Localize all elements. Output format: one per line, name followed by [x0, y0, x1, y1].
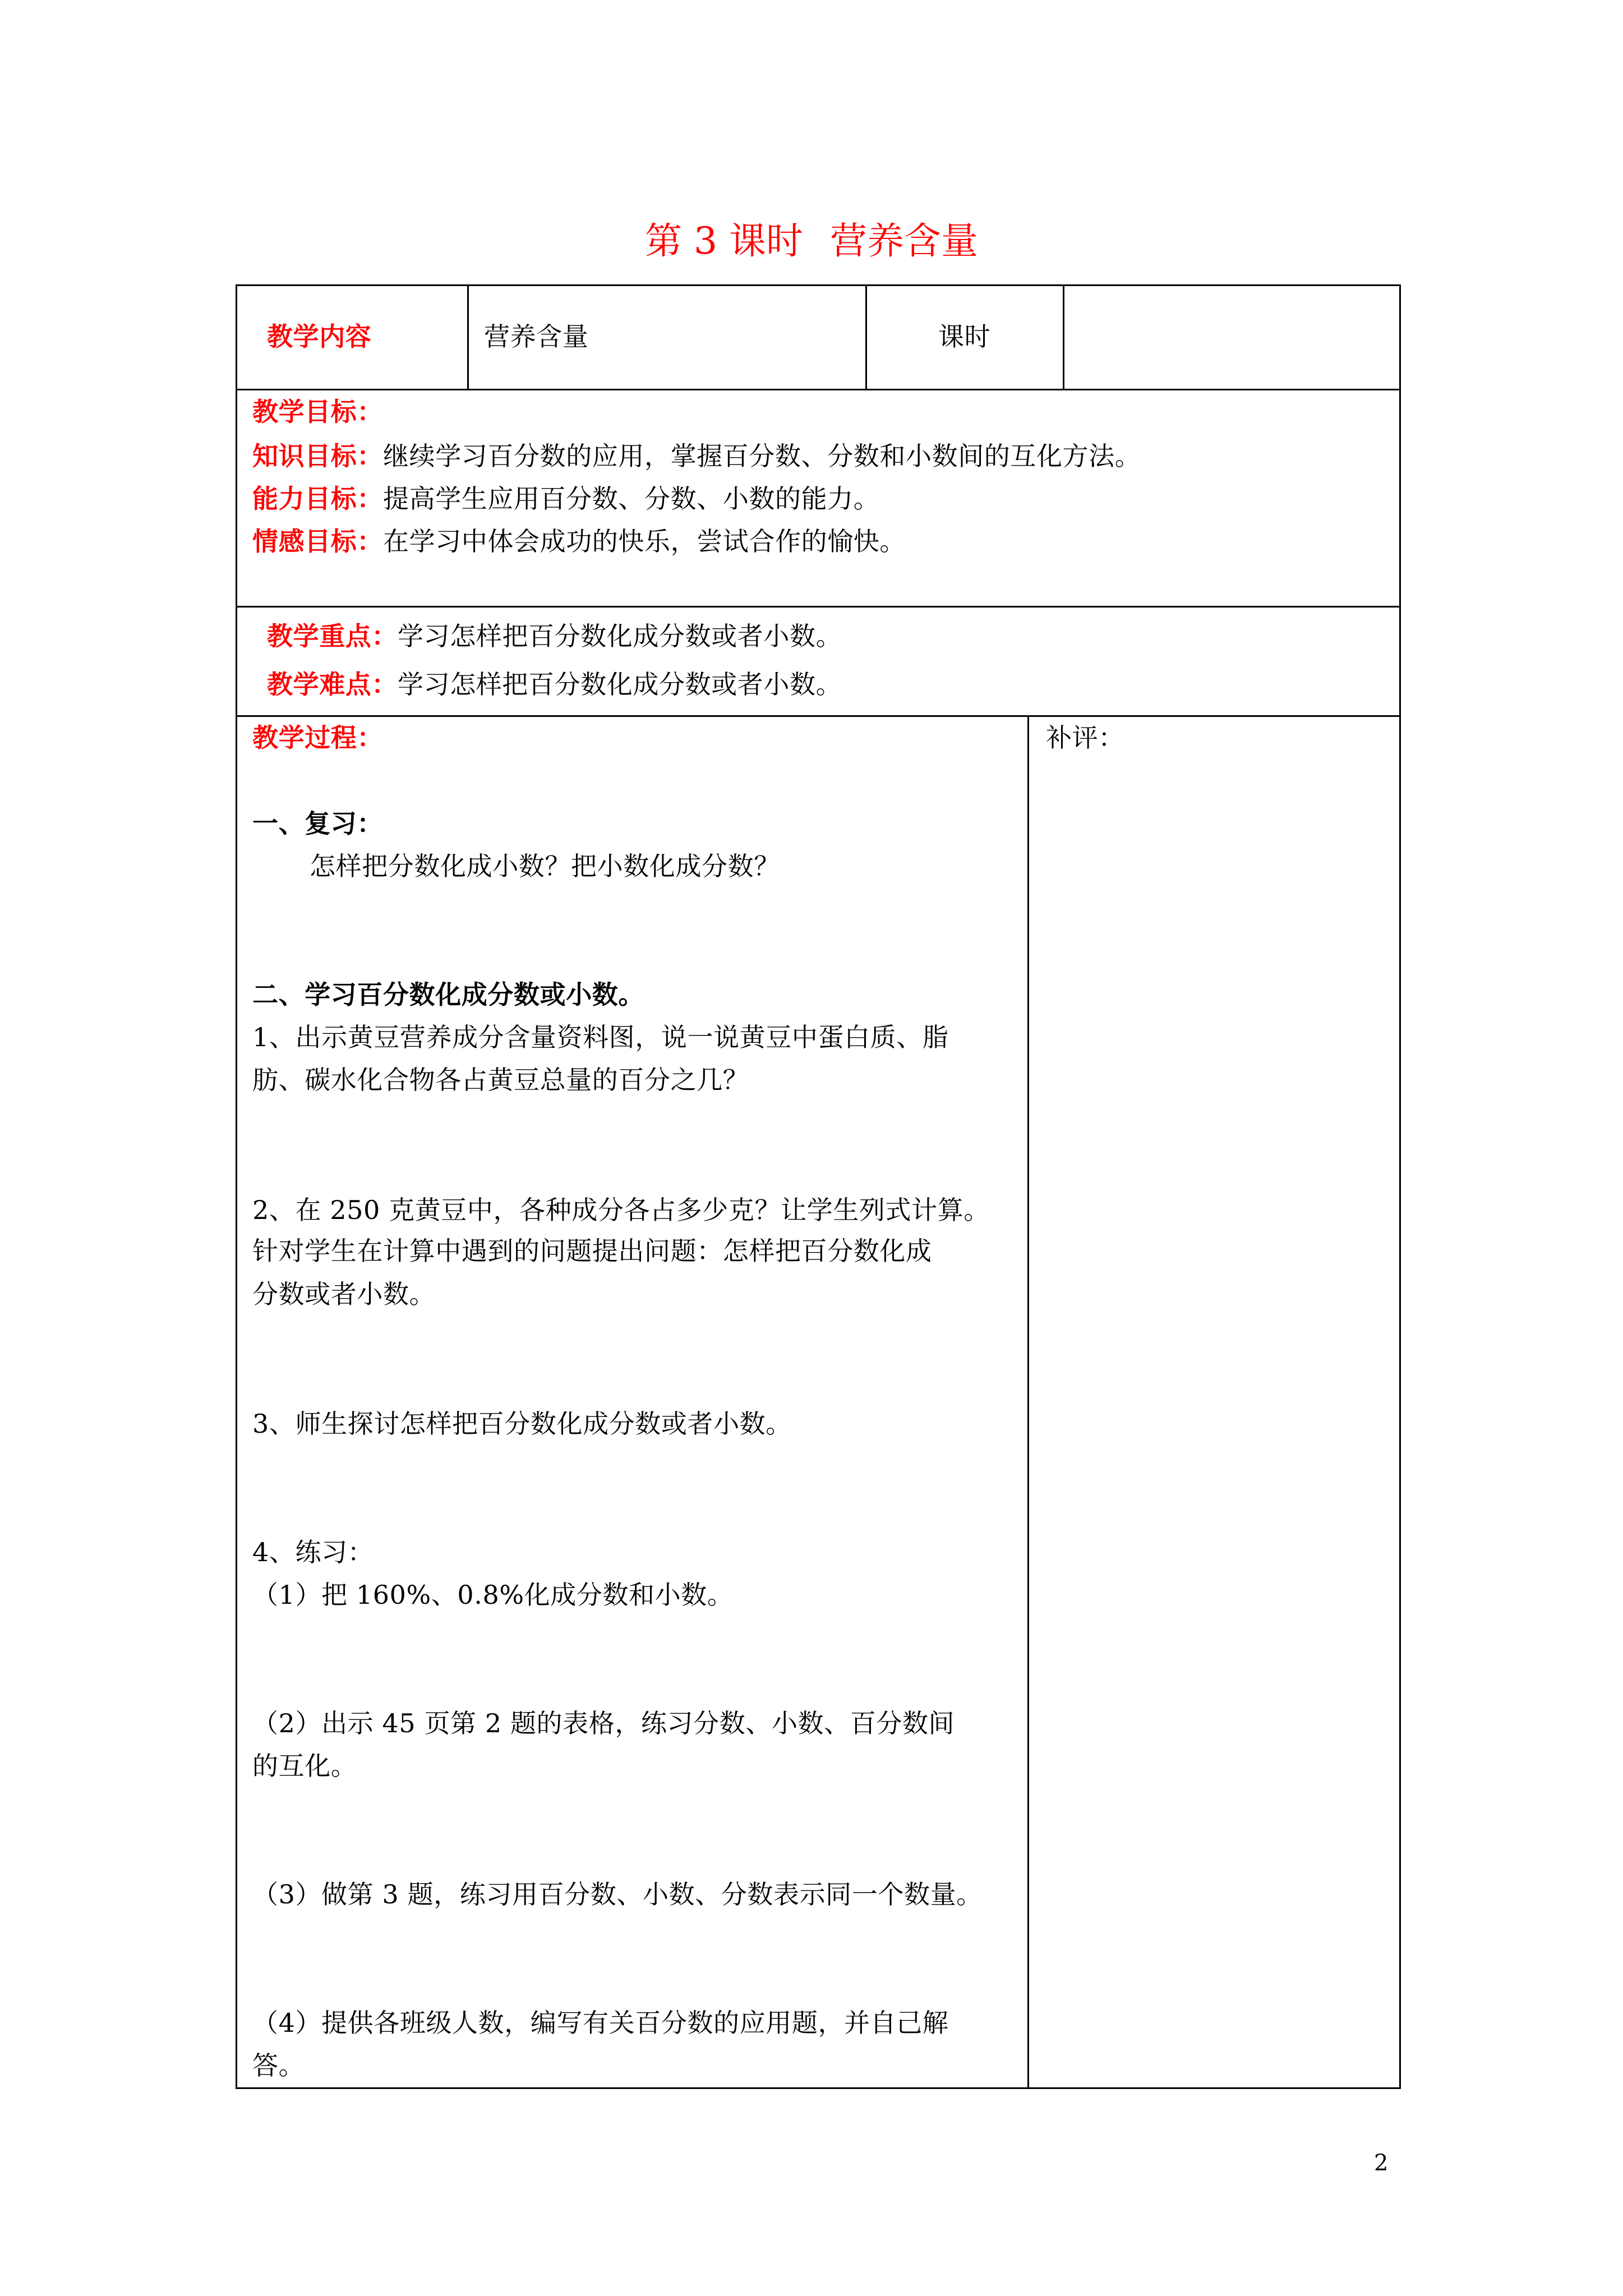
objective-ability [252, 482, 879, 516]
title-topic: 营养含量 [829, 219, 978, 263]
step2-line: 针对学生在计算中遇到的问题提出问题：怎样把百分数化成 [252, 1236, 932, 1266]
step1-line: 肪、碳水化合物各占黄豆总量的百分之几？ [252, 1065, 749, 1095]
exercise-4-line: （4）提供各班级人数，编写有关百分数的应用题，并自己解 [252, 2008, 949, 2038]
table-divider [1063, 284, 1064, 390]
section2-heading: 二、学习百分数化成分数或小数。 [252, 979, 644, 1010]
step2-line: 2、在 250 克黄豆中，各种成分各占多少克？让学生列式计算。 [252, 1195, 990, 1225]
table-divider [236, 715, 1401, 717]
content-value: 营养含量 [484, 321, 589, 352]
step2-line: 分数或者小数。 [252, 1279, 436, 1309]
table-border-top [236, 284, 1401, 286]
step3-text: 3、师生探讨怎样把百分数化成分数或者小数。 [252, 1409, 792, 1439]
objective-text: 继续学习百分数的应用，掌握百分数、分数和小数间的互化方法。 [383, 441, 1141, 471]
table-divider [236, 389, 1401, 390]
table-divider [1027, 715, 1029, 2089]
key-point-text: 学习怎样把百分数化成分数或者小数。 [398, 621, 842, 651]
table-divider [236, 606, 1401, 608]
table-border-left [236, 284, 237, 2089]
step4-heading: 4、练习： [252, 1537, 374, 1567]
difficult-point-label: 教学难点： [267, 669, 398, 700]
page-title [0, 220, 1623, 263]
period-label: 课时 [938, 321, 991, 352]
objective-emotion [252, 524, 906, 558]
table-divider [467, 284, 469, 390]
objective-knowledge [252, 439, 1141, 473]
title-lesson-number: 第 3 课时 [645, 219, 803, 263]
table-divider [865, 284, 867, 390]
review-text: 怎样把分数化成小数？把小数化成分数？ [310, 851, 780, 881]
exercise-2-line: 的互化。 [252, 1751, 357, 1781]
objective-label: 知识目标： [252, 441, 383, 471]
table-border-right [1399, 284, 1401, 2089]
key-point-label: 教学重点： [267, 621, 398, 651]
objective-label: 情感目标： [252, 526, 383, 556]
comment-label: 补评： [1046, 723, 1124, 753]
exercise-2-line: （2）出示 45 页第 2 题的表格，练习分数、小数、百分数间 [252, 1708, 955, 1738]
table-border-bottom [236, 2087, 1401, 2089]
difficult-point-text: 学习怎样把百分数化成分数或者小数。 [398, 669, 842, 700]
page-number: 2 [1374, 2150, 1389, 2176]
objective-text: 提高学生应用百分数、分数、小数的能力。 [383, 484, 880, 514]
key-point [267, 619, 842, 653]
exercise-1: （1）把 160%、0.8%化成分数和小数。 [252, 1580, 734, 1610]
content-label: 教学内容 [267, 321, 372, 352]
step1-line: 1、出示黄豆营养成分含量资料图，说一说黄豆中蛋白质、脂 [252, 1022, 949, 1052]
objective-text: 在学习中体会成功的快乐，尝试合作的愉快。 [383, 526, 906, 556]
objectives-heading: 教学目标： [252, 397, 383, 427]
exercise-4-line: 答。 [252, 2050, 305, 2081]
review-heading: 一、复习： [252, 808, 383, 839]
difficult-point [267, 668, 842, 701]
objective-label: 能力目标： [252, 484, 383, 514]
exercise-3: （3）做第 3 题，练习用百分数、小数、分数表示同一个数量。 [252, 1879, 983, 1910]
process-heading: 教学过程： [252, 723, 383, 753]
